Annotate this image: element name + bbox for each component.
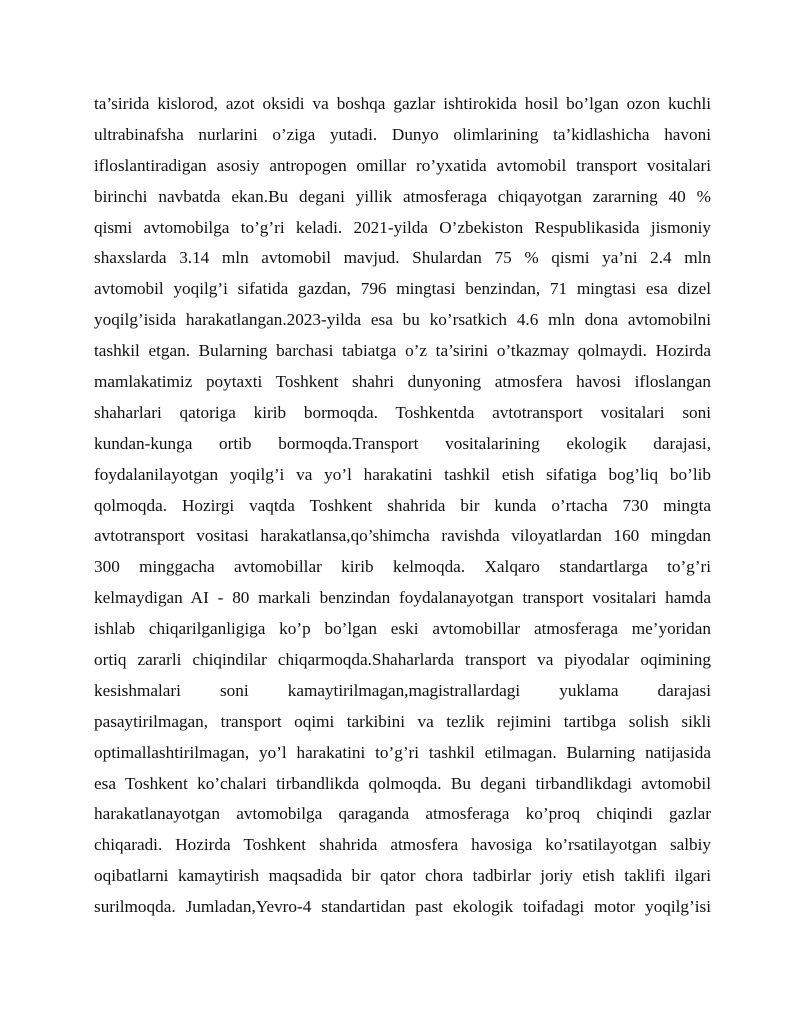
text-line: ifloslantiradigan asosiy antropogen omillar ro’yxatida avtomobil transport vositalari bbox=[94, 155, 711, 175]
text-line: pasaytirilmagan, transport oqimi tarkibini va tezlik rejimini tartibga solish sikli bbox=[94, 711, 711, 731]
text-line: 300 minggacha avtomobillar kirib kelmoqda. Xalqaro standartlarga to’g’ri bbox=[94, 557, 711, 577]
text-line: qolmoqda. Hozirgi vaqtda Toshkent shahrida bir kunda o’rtacha 730 mingta bbox=[94, 495, 711, 515]
text-line: qismi avtomobilga to’g’ri keladi. 2021-yilda O’zbekiston Respublikasida jismoniy bbox=[94, 217, 711, 237]
text-line: ultrabinafsha nurlarini o’ziga yutadi. Dunyo olimlarining ta’kidlashicha havoni bbox=[94, 124, 711, 144]
text-line: oqibatlarni kamaytirish maqsadida bir qator chora tadbirlar joriy etish taklifi ilgari bbox=[94, 866, 711, 886]
text-line: avtomobil yoqilg’i sifatida gazdan, 796 mingtasi benzindan, 71 mingtasi esa dizel bbox=[94, 279, 711, 299]
text-line: kundan-kunga ortib bormoqda.Transport vositalarining ekologik darajasi, bbox=[94, 433, 711, 453]
text-line: kelmaydigan AI - 80 markali benzindan foydalanayotgan transport vositalari hamda bbox=[94, 588, 711, 608]
text-line: birinchi navbatda ekan.Bu degani yillik atmosferaga chiqayotgan zararning 40 % bbox=[94, 186, 711, 206]
text-line: harakatlanayotgan avtomobilga qaraganda atmosferaga ko’proq chiqindi gazlar bbox=[94, 804, 711, 824]
body-paragraph bbox=[94, 89, 711, 923]
text-line: mamlakatimiz poytaxti Toshkent shahri dunyoning atmosfera havosi ifloslangan bbox=[94, 372, 711, 392]
text-line: avtotransport vositasi harakatlansa,qo’shimcha ravishda viloyatlardan 160 mingdan bbox=[94, 526, 711, 546]
text-line: kesishmalari soni kamaytirilmagan,magistrallardagi yuklama darajasi bbox=[94, 680, 711, 700]
text-line: ishlab chiqarilganligiga ko’p bo’lgan eski avtomobillar atmosferaga me’yoridan bbox=[94, 619, 711, 639]
text-line: shaharlari qatoriga kirib bormoqda. Toshkentda avtotransport vositalari soni bbox=[94, 402, 711, 422]
text-line: shaxslarda 3.14 mln avtomobil mavjud. Shulardan 75 % qismi ya’ni 2.4 mln bbox=[94, 248, 711, 268]
text-line: ortiq zararli chiqindilar chiqarmoqda.Shaharlarda transport va piyodalar oqimining bbox=[94, 650, 711, 670]
text-line: foydalanilayotgan yoqilg’i va yo’l harakatini tashkil etish sifatiga bog’liq bo’lib bbox=[94, 464, 711, 484]
text-line: chiqaradi. Hozirda Toshkent shahrida atmosfera havosiga ko’rsatilayotgan salbiy bbox=[94, 835, 711, 855]
text-line: esa Toshkent ko’chalari tirbandlikda qolmoqda. Bu degani tirbandlikdagi avtomobil bbox=[94, 773, 711, 793]
text-line: yoqilg’isida harakatlangan.2023-yilda esa bu ko’rsatkich 4.6 mln dona avtomobilni bbox=[94, 310, 711, 330]
text-line: tashkil etgan. Bularning barchasi tabiatga o’z ta’sirini o’tkazmay qolmaydi. Hozirda bbox=[94, 341, 711, 361]
text-line: ta’sirida kislorod, azot oksidi va boshqa gazlar ishtirokida hosil bo’lgan ozon kuchli bbox=[94, 94, 711, 113]
text-line: surilmoqda. Jumladan,Yevro-4 standartidan past ekologik toifadagi motor yoqilg’isi bbox=[94, 897, 711, 917]
text-line: optimallashtirilmagan, yo’l harakatini to’g’ri tashkil etilmagan. Bularning natijasida bbox=[94, 742, 711, 762]
